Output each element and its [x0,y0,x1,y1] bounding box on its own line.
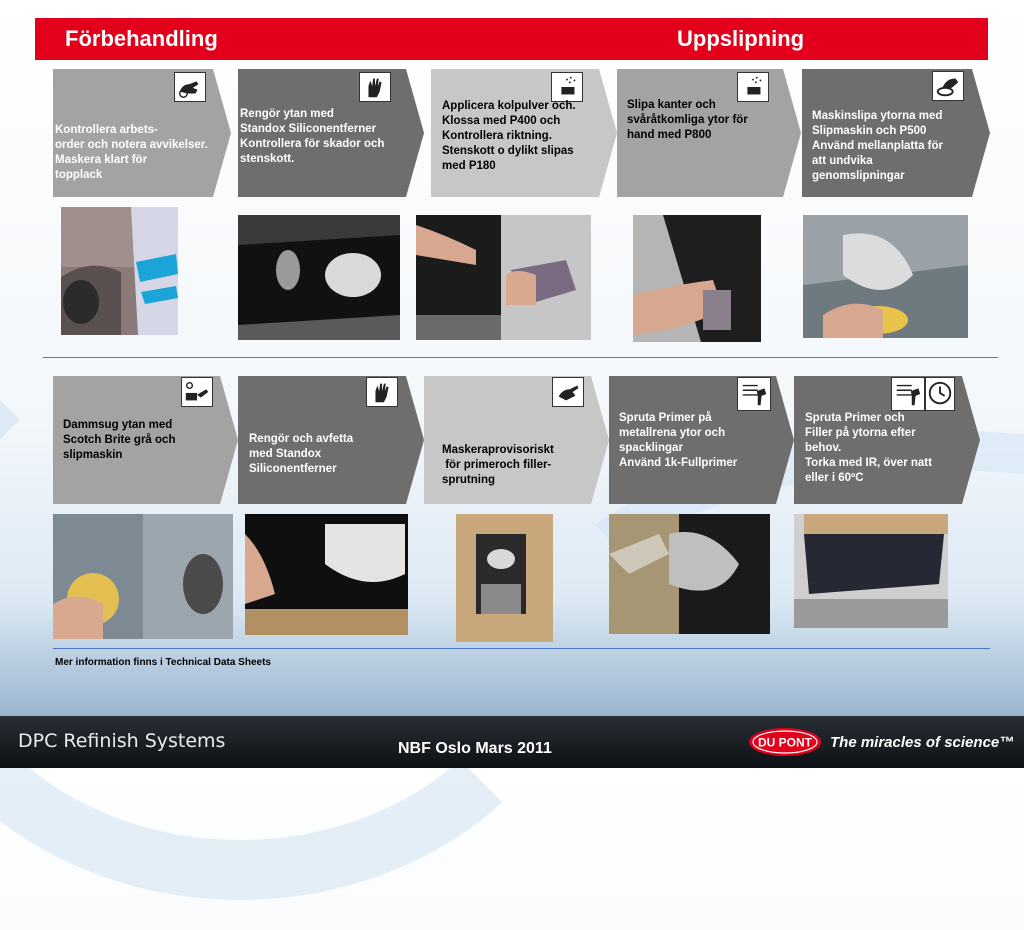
spray-gun-icon [737,377,771,411]
step-text-line: hand med P800 [627,129,712,141]
step-text-line: spacklingar [619,442,683,454]
process-step [53,69,231,197]
step-text-line: stenskott. [240,153,295,165]
photo-masked-car [61,207,178,335]
photo-primed-panel [794,514,948,628]
process-step [424,376,609,504]
process-step [431,69,617,197]
event-label: NBF Oslo Mars 2011 [398,740,552,757]
process-step [617,69,801,197]
step-text-line: Spruta Primer och [805,412,905,424]
step-text-line: Spruta Primer på [619,412,712,424]
step-text-line: Maskeraprovisoriskt [442,444,554,456]
clock-icon [925,377,955,411]
footer-bar [0,716,1024,768]
divider [43,357,998,358]
divider [53,648,990,649]
step-text-line: Rengör ytan med [240,108,334,120]
process-step [238,376,424,504]
step-text-line: med P180 [442,160,496,172]
photo-dust-removal [53,514,233,639]
step-text-line: Kontrollera arbets- [55,124,158,136]
hand-wipe-icon [174,72,206,102]
process-step [794,376,980,504]
photo-guide-coat [416,215,591,340]
step-text-line: Siliconentferner [249,463,337,475]
step-text-line: Slipmaskin och P500 [812,125,927,137]
step-text-line: sprutning [442,474,496,486]
brand-name: DPC Refinish Systems [18,730,226,752]
step-text-line: Maskera klart för [55,154,148,166]
step-text-line: topplack [55,169,103,181]
process-step [238,69,424,197]
step-text-line: Standox Siliconentferner [240,123,377,135]
photo-hand-sanding-edges [633,215,761,342]
photo-spraying-primer [609,514,770,634]
dupont-logo [748,727,822,757]
step-text-line: order och notera avvikelser. [55,139,208,151]
step-text-line: Applicera kolpulver och. [442,100,576,112]
svg-text:DU PONT: DU PONT [758,735,812,750]
spray-gun-icon [891,377,925,411]
sander-machine-icon [932,71,964,101]
photo-machine-sanding [803,215,968,338]
step-text-line: behov. [805,442,842,454]
masking-hand-icon [552,377,584,407]
process-step [53,376,238,504]
step-text-line: att undvika [812,155,873,167]
title-bar [35,18,988,60]
step-text-line: för primeroch filler- [442,459,552,471]
step-text-line: Använd 1k-Fullprimer [619,457,738,469]
glove-hand-icon [359,72,391,102]
step-text-line: Stenskott o dylikt slipas [442,145,574,157]
tagline: The miracles of science™ [830,734,1015,751]
step-text-line: metallrena ytor och [619,427,726,439]
process-step [802,69,990,197]
step-text-line: med Standox [249,448,322,460]
step-text-line: genomslipningar [812,170,905,182]
process-step [609,376,794,504]
photo-degreasing [245,514,408,635]
photo-cleaning-panel [238,215,400,340]
photo-masking [456,514,553,642]
step-text-line: Scotch Brite grå och [63,434,176,446]
step-text-line: Klossa med P400 och [442,115,561,127]
footnote: Mer information finns i Technical Data Sheets [55,657,271,668]
step-text-line: slipmaskin [63,449,123,461]
step-text-line: Dammsug ytan med [63,419,173,431]
section-title-forbehandling: Förbehandling [65,26,218,51]
step-text-line: Slipa kanter och [627,99,716,111]
step-text-line: Kontrollera för skador och [240,138,385,150]
step-text-line: Maskinslipa ytorna med [812,110,943,122]
step-text-line: Filler på ytorna efter [805,427,916,439]
step-text-line: Kontrollera riktning. [442,130,552,142]
step-text-line: eller i 60ºC [805,472,864,484]
step-text-line: Torka med IR, över natt [805,457,932,469]
step-text-line: Använd mellanplatta för [812,140,943,152]
glove-hand-icon [366,377,398,407]
sanding-block-icon [551,72,583,102]
step-text-line: Rengör och avfetta [249,433,354,445]
step-text-line: svåråtkomliga ytor för [627,114,748,126]
vacuum-hand-icon [181,377,213,407]
section-title-uppslipning: Uppslipning [677,26,805,51]
